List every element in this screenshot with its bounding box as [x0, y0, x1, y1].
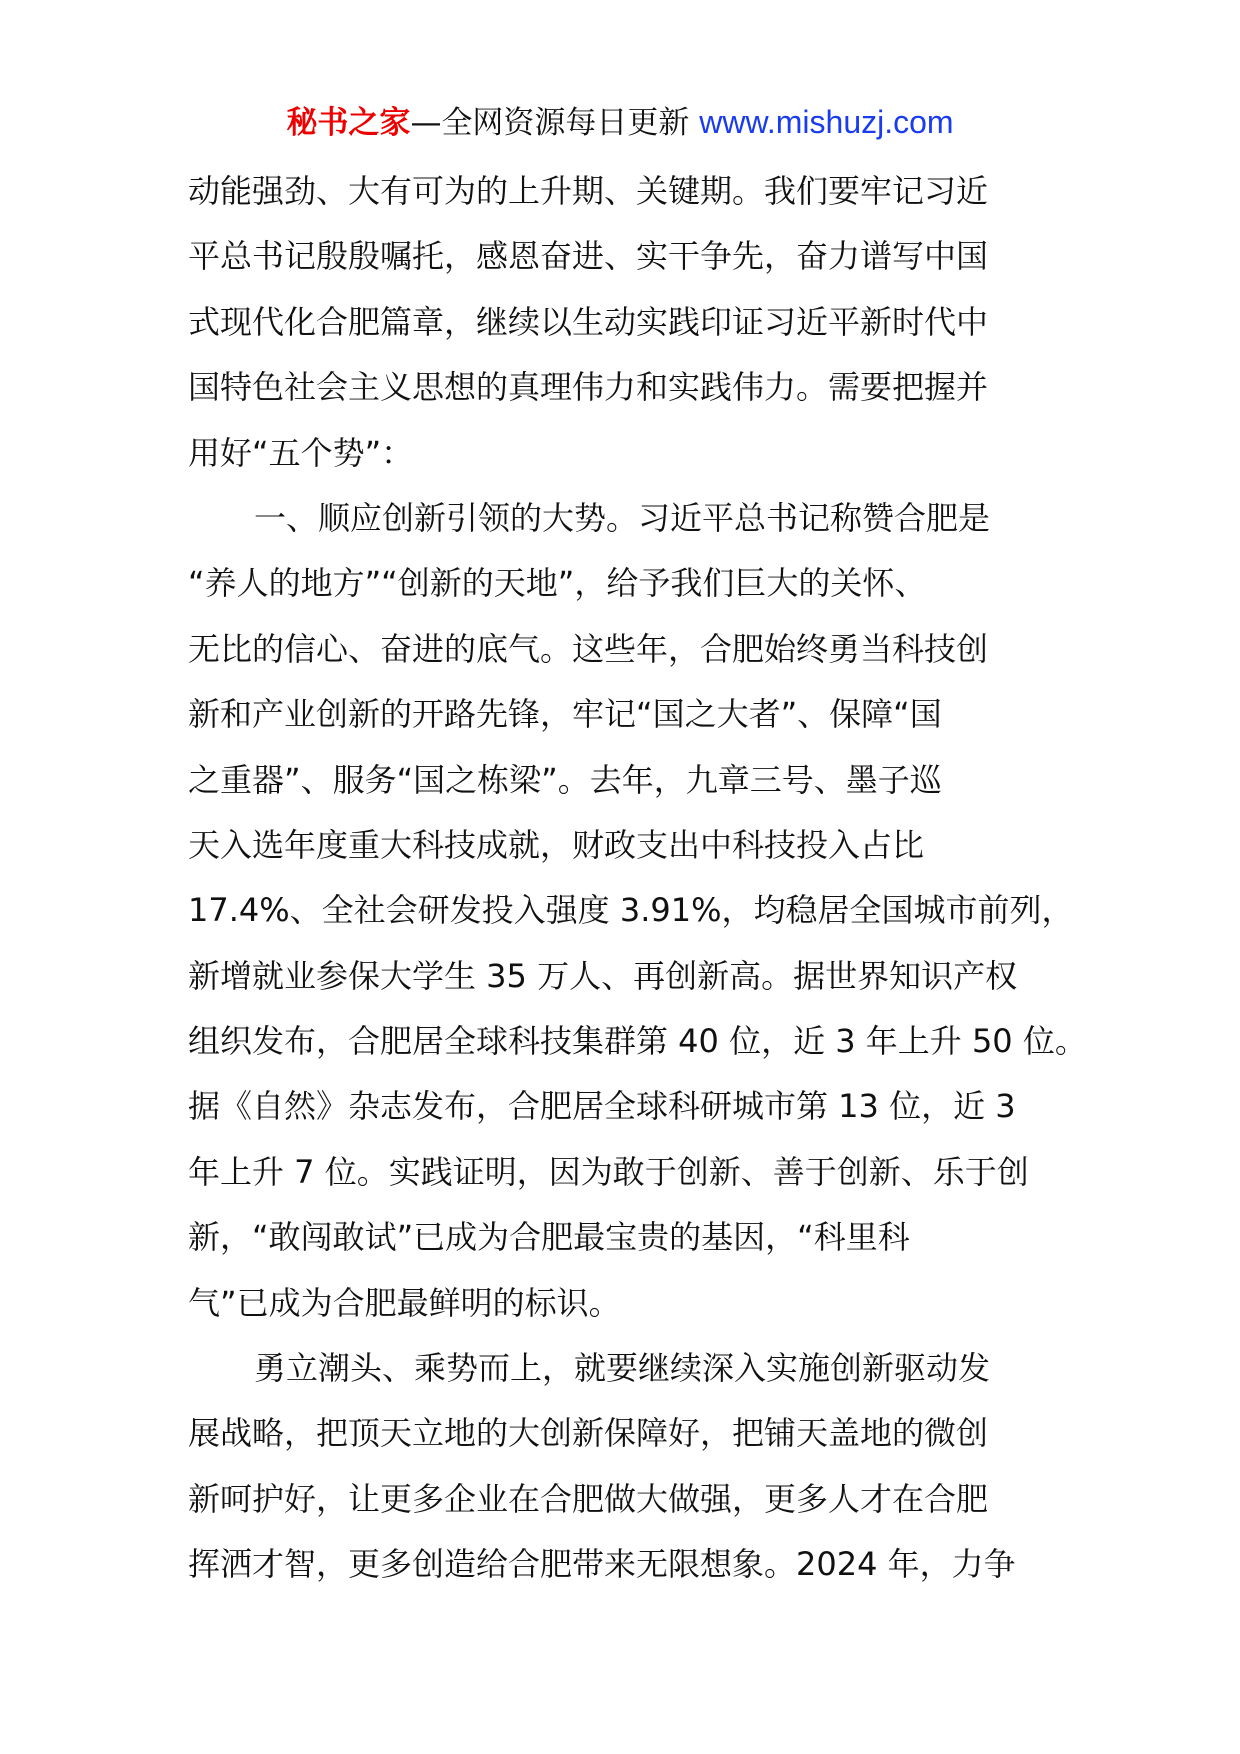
text-line: 平总书记殷殷嘱托，感恩奋进、实干争先，奋力谱写中国 — [188, 237, 989, 276]
text-line: “养人的地方”“创新的天地”，给予我们巨大的关怀、 — [188, 564, 927, 603]
text-line: 用好“五个势”： — [188, 433, 414, 472]
text-line: 据《自然》杂志发布，合肥居全球科研城市第 13 位，近 3 — [188, 1087, 1016, 1126]
site-url[interactable]: www.mishuzj.com — [699, 104, 954, 140]
text-line: 动能强劲、大有可为的上升期、关键期。我们要牢记习近 — [188, 172, 989, 210]
text-line: 新和产业创新的开路先锋，牢记“国之大者”、保障“国 — [188, 695, 942, 734]
text-line: 年上升 7 位。实践证明，因为敢于创新、善于创新、乐于创 — [188, 1152, 1029, 1191]
text-line: 挥洒才智，更多创造给合肥带来无限想象。2024 年，力争 — [188, 1545, 1016, 1584]
text-line: 之重器”、服务“国之栋梁”。去年，九章三号、墨子巡 — [188, 760, 942, 799]
text-line: 无比的信心、奋进的底气。这些年，合肥始终勇当科技创 — [188, 629, 989, 668]
text-line: 气”已成为合肥最鲜明的标识。 — [188, 1283, 621, 1322]
text-line: 新增就业参保大学生 35 万人、再创新高。据世界知识产权 — [188, 956, 1018, 995]
text-line: 展战略，把顶天立地的大创新保障好，把铺天盖地的微创 — [188, 1414, 989, 1453]
text-line: 新呵护好，让更多企业在合肥做大做强，更多人才在合肥 — [188, 1479, 989, 1518]
text-line: 17.4%、全社会研发投入强度 3.91%，均稳居全国城市前列， — [188, 891, 1074, 930]
text-line: 新，“敢闯敢试”已成为合肥最宝贵的基因，“科里科 — [188, 1218, 910, 1257]
brand-name: 秘书之家 — [286, 105, 411, 141]
text-line: 勇立潮头、乘势而上，就要继续深入实施创新驱动发 — [254, 1349, 991, 1388]
document-body — [188, 166, 1087, 1605]
header-tagline: —全网资源每日更新 — [410, 105, 690, 141]
text-line: 天入选年度重大科技成就，财政支出中科技投入占比 — [188, 825, 925, 864]
text-line: 国特色社会主义思想的真理伟力和实践伟力。需要把握并 — [188, 368, 989, 407]
text-line: 式现代化合肥篇章，继续以生动实践印证习近平新时代中 — [188, 302, 989, 341]
text-line: 一、顺应创新引领的大势。习近平总书记称赞合肥是 — [254, 498, 991, 537]
text-line: 组织发布，合肥居全球科技集群第 40 位，近 3 年上升 50 位。 — [188, 1022, 1087, 1061]
page-header — [0, 100, 1240, 145]
